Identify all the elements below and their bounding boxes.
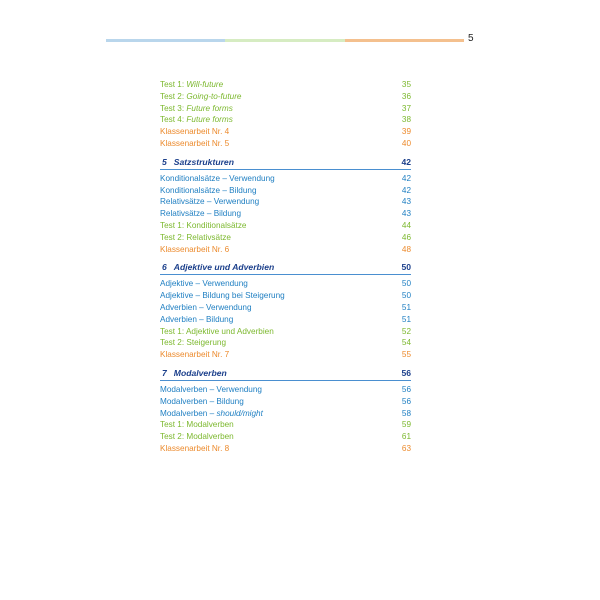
toc-entry-label xyxy=(160,290,285,302)
chapter-number: 7 xyxy=(162,367,167,378)
toc-entry[interactable] xyxy=(160,349,411,361)
toc-entry-italic-text: Will-future xyxy=(186,80,224,89)
toc-entry-page: 36 xyxy=(401,91,411,101)
toc-entry[interactable] xyxy=(160,326,411,338)
toc-entry-page: 40 xyxy=(401,138,411,148)
toc-entry[interactable] xyxy=(160,208,411,220)
toc-entry-page: 52 xyxy=(401,326,411,336)
toc-entry[interactable] xyxy=(160,91,411,103)
chapter-number: 6 xyxy=(162,262,167,273)
toc-entry-text: Relativsätze – Bildung xyxy=(160,209,242,219)
chapter-heading-label xyxy=(162,260,274,274)
header-bar-segment-2 xyxy=(225,39,344,42)
toc-entry[interactable] xyxy=(160,196,411,208)
toc-entry-label xyxy=(160,278,248,290)
toc-entry[interactable] xyxy=(160,114,411,126)
toc-entry[interactable] xyxy=(160,126,411,138)
toc-entry-text: Test 1: xyxy=(160,80,187,89)
toc-entry-text: Test 1: Adjektive und Adverbien xyxy=(160,326,274,336)
toc-entry-label xyxy=(160,220,246,232)
toc-entry-label xyxy=(160,419,234,431)
toc-entry-label xyxy=(160,302,252,314)
header-color-bar xyxy=(106,39,464,42)
toc-entry-page: 58 xyxy=(401,408,411,418)
toc-entry-text: Relativsätze – Verwendung xyxy=(160,197,260,207)
toc-entry[interactable] xyxy=(160,443,411,455)
toc-entry-text: Test 2: Steigerung xyxy=(160,338,226,348)
toc-entry[interactable] xyxy=(160,314,411,326)
toc-entry-text: Test 2: Relativsätze xyxy=(160,232,231,242)
toc-entry[interactable] xyxy=(160,220,411,232)
chapter-number: 5 xyxy=(162,156,167,167)
toc-entry-page: 56 xyxy=(401,396,411,406)
toc-entry-page: 43 xyxy=(401,197,411,207)
toc-entry[interactable] xyxy=(160,103,411,115)
toc-entry-page: 35 xyxy=(401,80,411,89)
toc-entry-text: Test 2: Modalverben xyxy=(160,432,234,442)
table-of-contents xyxy=(160,79,411,455)
toc-entry-label xyxy=(160,103,233,115)
toc-entry-label xyxy=(160,91,241,103)
toc-entry-page: 42 xyxy=(401,185,411,195)
chapter-page: 56 xyxy=(401,367,411,378)
toc-entry-page: 37 xyxy=(401,103,411,113)
chapter-heading[interactable] xyxy=(160,260,411,274)
toc-entry-text: Test 3: xyxy=(160,103,187,113)
toc-entry[interactable] xyxy=(160,290,411,302)
chapter-divider xyxy=(160,380,411,381)
toc-entry[interactable] xyxy=(160,408,411,420)
toc-entry-page: 50 xyxy=(401,279,411,289)
toc-entry-label xyxy=(160,79,223,91)
toc-entry-page: 55 xyxy=(401,350,411,360)
toc-entry-label xyxy=(160,126,229,138)
toc-entry-text: Modalverben – Bildung xyxy=(160,396,244,406)
toc-entry[interactable] xyxy=(160,232,411,244)
chapter-heading-label xyxy=(162,155,234,169)
toc-entry-text: Test 4: xyxy=(160,115,187,125)
toc-entry-text: Test 2: xyxy=(160,91,187,101)
toc-entry-italic-text: Going-to-future xyxy=(186,91,242,101)
chapter-heading[interactable] xyxy=(160,366,411,380)
toc-entry-text: Klassenarbeit Nr. 5 xyxy=(160,138,230,148)
toc-entry-italic-text: should/might xyxy=(216,408,263,418)
toc-entry-text: Klassenarbeit Nr. 4 xyxy=(160,127,230,137)
toc-entry-page: 51 xyxy=(401,314,411,324)
toc-entry-text: Adjektive – Bildung bei Steigerung xyxy=(160,291,285,301)
header-bar-segment-1 xyxy=(106,39,225,42)
header-bar-segment-3 xyxy=(345,39,464,42)
chapter-page: 42 xyxy=(401,156,411,167)
toc-entry-label xyxy=(160,408,263,420)
toc-entry-page: 50 xyxy=(401,291,411,301)
toc-entry-page: 38 xyxy=(401,115,411,125)
toc-entry-text: Klassenarbeit Nr. 6 xyxy=(160,244,230,254)
toc-entry-label xyxy=(160,326,274,338)
chapter-title: Satzstrukturen xyxy=(173,156,234,167)
toc-entry-italic-text: Future forms xyxy=(186,115,233,125)
toc-entry-page: 59 xyxy=(401,420,411,430)
toc-entry-label xyxy=(160,396,244,408)
toc-entry-text: Test 1: Konditionalsätze xyxy=(160,220,247,230)
toc-entry-page: 44 xyxy=(401,220,411,230)
toc-entry[interactable] xyxy=(160,244,411,256)
toc-entry[interactable] xyxy=(160,419,411,431)
toc-entry-page: 56 xyxy=(401,384,411,394)
toc-entry-text: Konditionalsätze – Bildung xyxy=(160,185,257,195)
toc-entry-label xyxy=(160,431,234,443)
toc-entry-page: 48 xyxy=(401,244,411,254)
toc-entry-page: 61 xyxy=(401,432,411,442)
toc-entry-label xyxy=(160,314,233,326)
toc-entry-text: Adverbien – Verwendung xyxy=(160,302,252,312)
chapter-title: Modalverben xyxy=(173,367,227,378)
toc-entry-page: 54 xyxy=(401,338,411,348)
toc-entry-label xyxy=(160,138,229,150)
toc-entry-label xyxy=(160,232,231,244)
toc-entry[interactable] xyxy=(160,173,411,185)
chapter-page: 50 xyxy=(401,262,411,273)
toc-entry-page: 51 xyxy=(401,302,411,312)
toc-entry-page: 39 xyxy=(401,127,411,137)
toc-entry-label xyxy=(160,196,259,208)
toc-entry-label xyxy=(160,337,226,349)
chapter-title: Adjektive und Adverbien xyxy=(173,262,275,273)
chapter-heading-label xyxy=(162,366,227,380)
toc-entry[interactable] xyxy=(160,138,411,150)
toc-entry-page: 63 xyxy=(401,443,411,453)
toc-entry-text: Klassenarbeit Nr. 7 xyxy=(160,350,230,360)
toc-entry-label xyxy=(160,443,229,455)
toc-entry-label xyxy=(160,384,262,396)
toc-entry[interactable] xyxy=(160,431,411,443)
toc-entry-italic-text: Future forms xyxy=(186,103,233,113)
toc-entry-page: 42 xyxy=(401,173,411,183)
page-number: 5 xyxy=(468,33,474,44)
toc-entry-text: Klassenarbeit Nr. 8 xyxy=(160,443,230,453)
toc-entry[interactable] xyxy=(160,79,411,91)
toc-entry-page: 43 xyxy=(401,209,411,219)
toc-entry-page: 46 xyxy=(401,232,411,242)
chapter-heading[interactable] xyxy=(160,155,411,169)
toc-entry-text: Modalverben – Verwendung xyxy=(160,384,262,394)
toc-entry-label xyxy=(160,208,241,220)
toc-entry[interactable] xyxy=(160,384,411,396)
toc-entry[interactable] xyxy=(160,302,411,314)
toc-entry-text: Konditionalsätze – Verwendung xyxy=(160,173,275,183)
toc-entry-text: Modalverben – xyxy=(160,408,217,418)
toc-entry-label xyxy=(160,244,229,256)
toc-entry[interactable] xyxy=(160,396,411,408)
toc-entry-label xyxy=(160,114,233,126)
toc-entry[interactable] xyxy=(160,337,411,349)
toc-entry-text: Test 1: Modalverben xyxy=(160,420,234,430)
toc-entry[interactable] xyxy=(160,278,411,290)
toc-entry-label xyxy=(160,173,275,185)
chapter-divider xyxy=(160,274,411,275)
toc-entry-label xyxy=(160,349,229,361)
toc-entry-text: Adverbien – Bildung xyxy=(160,314,234,324)
toc-entry-text: Adjektive – Verwendung xyxy=(160,279,248,289)
toc-entry[interactable] xyxy=(160,185,411,197)
toc-entry-label xyxy=(160,185,257,197)
chapter-divider xyxy=(160,169,411,170)
